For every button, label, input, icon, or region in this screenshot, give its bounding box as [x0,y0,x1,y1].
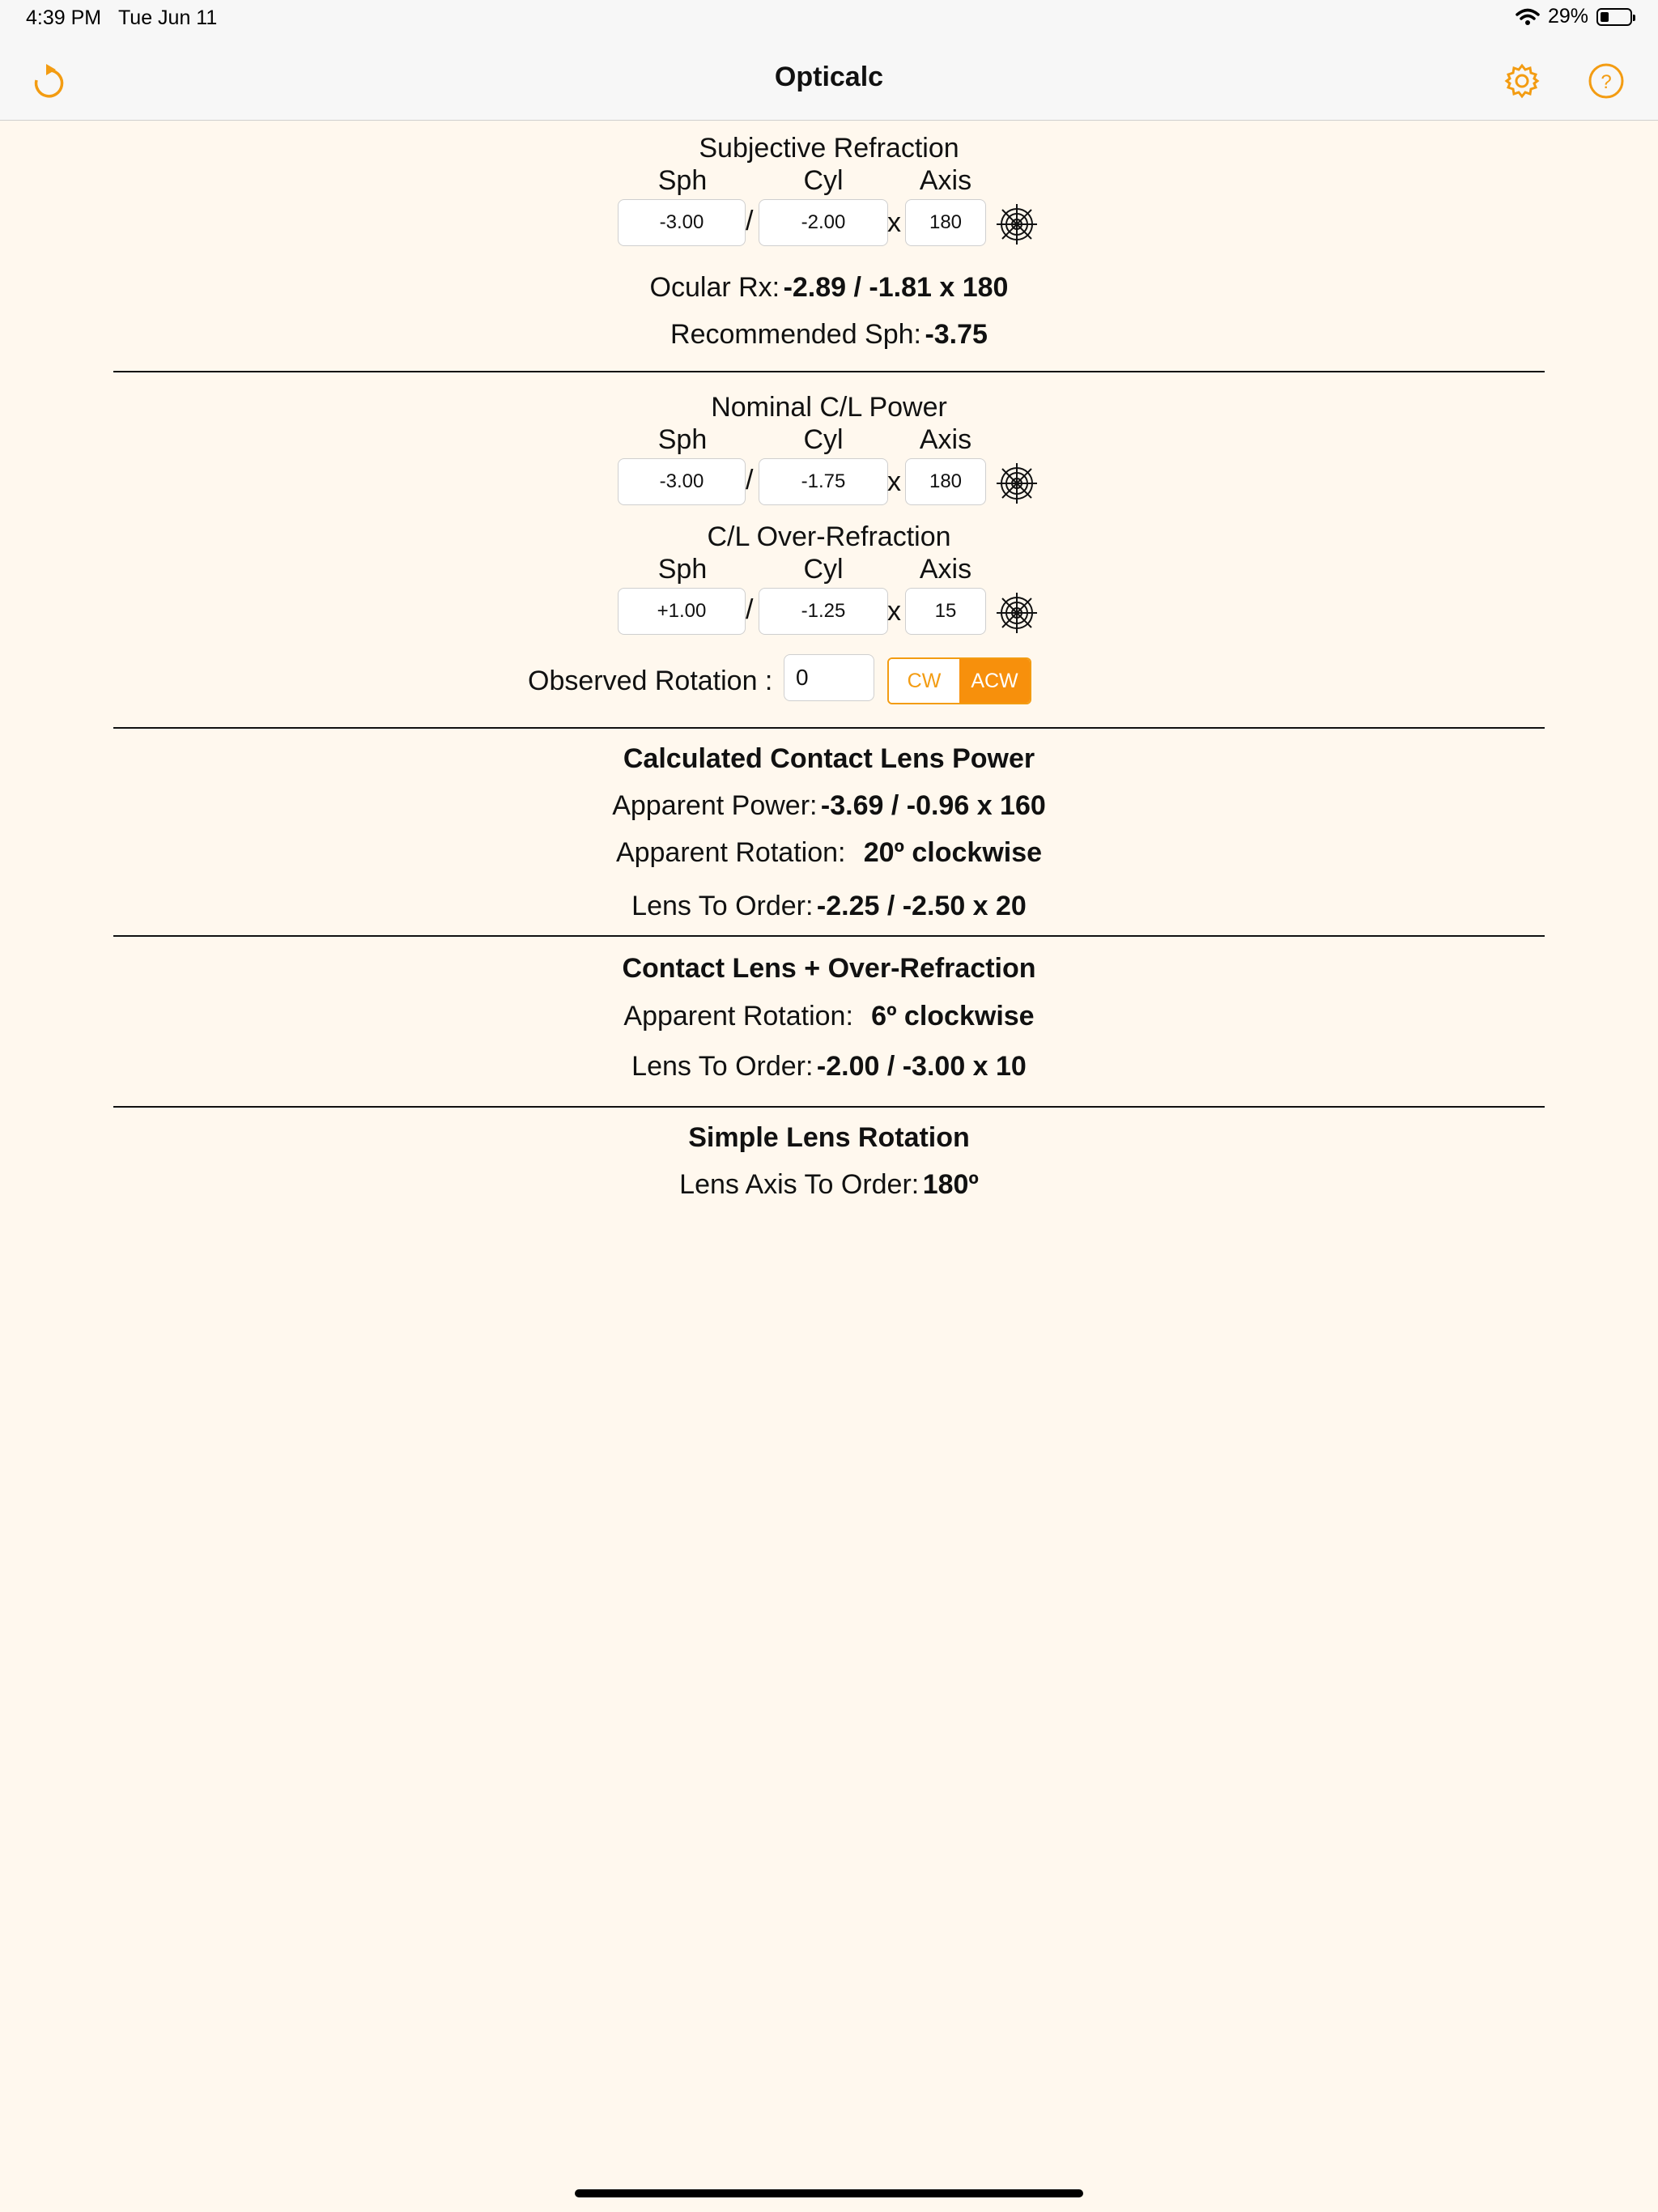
gear-icon [1502,61,1542,101]
acw-button[interactable]: ACW [959,659,1030,703]
ocular-rx: Ocular Rx: -2.89 / -1.81 x 180 [649,272,1009,303]
page-title: Opticalc [774,62,884,92]
nominal-x: x [887,466,901,497]
status-time: 4:39 PM Tue Jun 11 [26,6,218,29]
rotation-direction-control[interactable] [887,657,1031,704]
help-icon [1586,61,1626,101]
axis-wheel-icon[interactable] [995,591,1039,635]
nominal-sph-input[interactable] [618,458,746,505]
calculated-lens-to-order: Lens To Order: -2.25 / -2.50 x 20 [631,891,1027,921]
subjective-axis-header: Axis [919,165,972,196]
or-sph-input[interactable] [618,588,746,635]
subjective-x: x [887,207,901,238]
status-bar [0,0,1658,39]
subjective-sph-header: Sph [657,165,708,196]
battery-icon [1596,8,1632,26]
apparent-power: Apparent Power: -3.69 / -0.96 x 160 [612,790,1046,821]
nominal-cyl-input[interactable] [759,458,888,505]
calculated-apparent-rotation: Apparent Rotation: 20º clockwise [615,837,1043,868]
help-button[interactable] [1580,55,1632,107]
svg-text:?: ? [1601,71,1612,93]
recommended-sph: Recommended Sph: -3.75 [670,319,988,350]
observed-rotation-label: Observed Rotation : [528,666,773,696]
or-cyl-input[interactable] [759,588,888,635]
contact-or-lens-to-order: Lens To Order: -2.00 / -3.00 x 10 [631,1051,1027,1082]
nominal-title: Nominal C/L Power [711,392,947,423]
nominal-axis-header: Axis [919,424,972,455]
axis-wheel-icon[interactable] [995,462,1039,505]
status-right [1516,5,1632,28]
subjective-sph-input[interactable] [618,199,746,246]
axis-wheel-icon[interactable] [995,202,1039,246]
over-refraction-title: C/L Over-Refraction [707,521,951,552]
subjective-slash: / [746,206,754,236]
cw-button[interactable]: CW [889,659,959,703]
lens-axis-to-order: Lens Axis To Order: 180º [679,1169,979,1200]
divider [113,727,1545,729]
simple-title: Simple Lens Rotation [688,1122,970,1153]
battery-percent: 29% [1547,5,1588,28]
nominal-slash: / [746,465,754,496]
or-axis-header: Axis [919,554,972,585]
home-indicator [575,2189,1083,2197]
or-sph-header: Sph [657,554,708,585]
subjective-axis-input[interactable] [905,199,986,246]
observed-rotation-input[interactable] [784,654,874,701]
wifi-icon [1516,7,1540,27]
subjective-cyl-header: Cyl [803,165,844,196]
nominal-axis-input[interactable] [905,458,986,505]
nominal-cyl-header: Cyl [803,424,844,455]
or-cyl-header: Cyl [803,554,844,585]
divider [113,371,1545,372]
contact-or-title: Contact Lens + Over-Refraction [622,953,1036,984]
divider [113,935,1545,937]
or-x: x [887,596,901,627]
divider [113,1106,1545,1108]
or-axis-input[interactable] [905,588,986,635]
settings-button[interactable] [1496,55,1548,107]
nominal-sph-header: Sph [657,424,708,455]
or-slash: / [746,594,754,625]
contact-or-apparent-rotation: Apparent Rotation: 6º clockwise [623,1001,1035,1032]
subjective-title: Subjective Refraction [699,133,959,164]
nav-bar [0,39,1658,121]
calculated-title: Calculated Contact Lens Power [623,743,1035,774]
subjective-cyl-input[interactable] [759,199,888,246]
